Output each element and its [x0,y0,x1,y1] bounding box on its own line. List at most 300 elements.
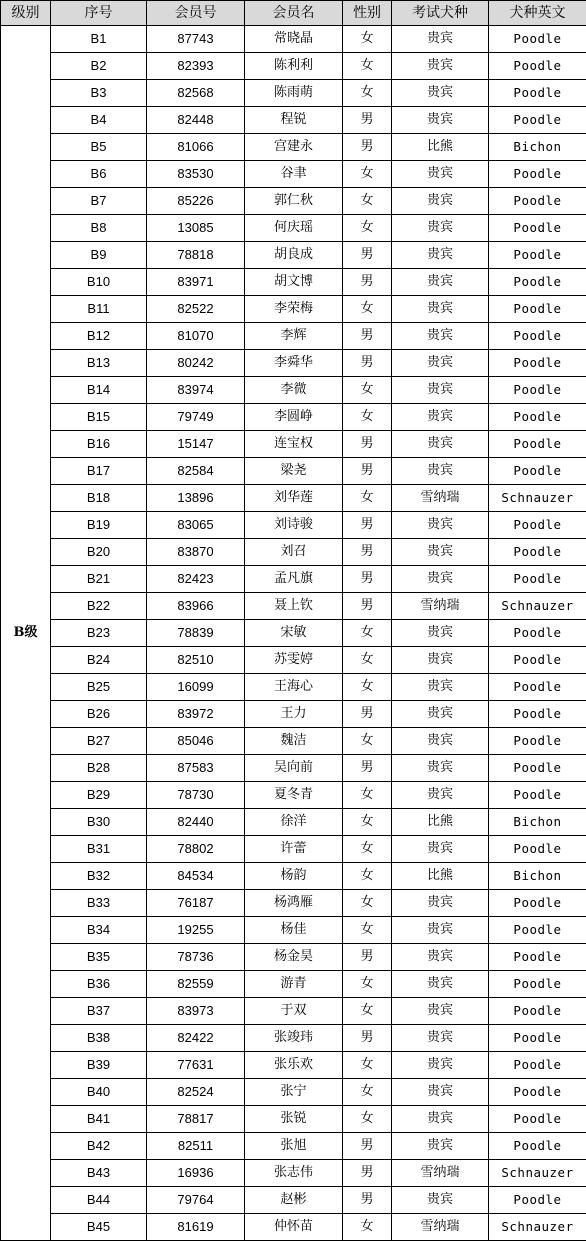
breed-english-cell: Poodle [489,215,586,242]
member-no-cell: 83974 [147,377,245,404]
breed-english-cell: Poodle [489,1133,586,1160]
member-name-cell: 李舜华 [245,350,343,377]
breed-cell: 雪纳瑞 [392,1214,489,1241]
breed-english-cell: Poodle [489,323,586,350]
breed-cell: 比熊 [392,809,489,836]
breed-cell: 贵宾 [392,242,489,269]
table-row [1,107,586,134]
breed-english-cell: Poodle [489,1187,586,1214]
breed-cell: 贵宾 [392,161,489,188]
breed-english-cell: Poodle [489,971,586,998]
seq-cell: B39 [51,1052,147,1079]
member-no-cell: 82440 [147,809,245,836]
level-cell: B级 [1,26,51,1241]
member-name-cell: 于双 [245,998,343,1025]
breed-english-cell: Poodle [489,620,586,647]
member-name-cell: 李荣梅 [245,296,343,323]
member-no-cell: 79764 [147,1187,245,1214]
member-no-cell: 85226 [147,188,245,215]
table-row [1,296,586,323]
breed-english-cell: Poodle [489,26,586,53]
member-no-cell: 82584 [147,458,245,485]
member-no-cell: 81070 [147,323,245,350]
member-name-cell: 仲怀苗 [245,1214,343,1241]
table-row [1,512,586,539]
breed-english-cell: Poodle [489,701,586,728]
member-name-cell: 刘诗骏 [245,512,343,539]
gender-cell: 女 [343,1052,392,1079]
seq-cell: B28 [51,755,147,782]
breed-cell: 贵宾 [392,1079,489,1106]
seq-cell: B11 [51,296,147,323]
member-name-cell: 郭仁秋 [245,188,343,215]
member-no-cell: 84534 [147,863,245,890]
table-row [1,971,586,998]
table-row [1,53,586,80]
breed-cell: 贵宾 [392,350,489,377]
breed-cell: 贵宾 [392,998,489,1025]
member-no-cell: 81066 [147,134,245,161]
breed-english-cell: Schnauzer [489,485,586,512]
table-row [1,1160,586,1187]
table-row [1,917,586,944]
gender-cell: 女 [343,620,392,647]
breed-cell: 贵宾 [392,755,489,782]
breed-english-cell: Poodle [489,674,586,701]
member-name-cell: 张志伟 [245,1160,343,1187]
member-no-cell: 78730 [147,782,245,809]
member-no-cell: 82448 [147,107,245,134]
breed-english-cell: Poodle [489,1052,586,1079]
gender-cell: 女 [343,377,392,404]
seq-cell: B14 [51,377,147,404]
seq-cell: B21 [51,566,147,593]
member-no-cell: 82510 [147,647,245,674]
breed-english-cell: Poodle [489,377,586,404]
seq-cell: B38 [51,1025,147,1052]
member-no-cell: 83972 [147,701,245,728]
table-row [1,755,586,782]
gender-cell: 男 [343,1187,392,1214]
table-row [1,809,586,836]
table-row [1,1079,586,1106]
member-no-cell: 83966 [147,593,245,620]
member-name-cell: 常晓晶 [245,26,343,53]
breed-english-cell: Poodle [489,782,586,809]
seq-cell: B2 [51,53,147,80]
breed-english-cell: Poodle [489,53,586,80]
seq-cell: B22 [51,593,147,620]
member-name-cell: 徐洋 [245,809,343,836]
member-name-cell: 宋敏 [245,620,343,647]
seq-cell: B27 [51,728,147,755]
breed-cell: 贵宾 [392,1133,489,1160]
table-row [1,161,586,188]
seq-cell: B37 [51,998,147,1025]
table-row [1,701,586,728]
breed-english-cell: Poodle [489,1079,586,1106]
breed-english-cell: Poodle [489,431,586,458]
breed-english-cell: Poodle [489,647,586,674]
breed-cell: 比熊 [392,134,489,161]
breed-cell: 贵宾 [392,431,489,458]
member-name-cell: 李圆峥 [245,404,343,431]
breed-cell: 雪纳瑞 [392,593,489,620]
gender-cell: 男 [343,242,392,269]
breed-english-cell: Poodle [489,458,586,485]
breed-cell: 贵宾 [392,917,489,944]
member-name-cell: 陈雨萌 [245,80,343,107]
gender-cell: 女 [343,809,392,836]
member-no-cell: 87743 [147,26,245,53]
seq-cell: B15 [51,404,147,431]
table-row [1,1106,586,1133]
seq-cell: B30 [51,809,147,836]
breed-cell: 贵宾 [392,26,489,53]
table-row [1,458,586,485]
seq-cell: B17 [51,458,147,485]
seq-cell: B9 [51,242,147,269]
member-name-cell: 杨韵 [245,863,343,890]
breed-cell: 贵宾 [392,53,489,80]
member-name-cell: 赵彬 [245,1187,343,1214]
breed-cell: 贵宾 [392,1187,489,1214]
member-no-cell: 82393 [147,53,245,80]
gender-cell: 女 [343,890,392,917]
gender-cell: 女 [343,836,392,863]
member-name-cell: 张乐欢 [245,1052,343,1079]
gender-cell: 男 [343,134,392,161]
breed-english-cell: Poodle [489,404,586,431]
breed-english-cell: Poodle [489,917,586,944]
member-no-cell: 78802 [147,836,245,863]
breed-cell: 雪纳瑞 [392,485,489,512]
breed-english-cell: Poodle [489,107,586,134]
breed-cell: 贵宾 [392,1052,489,1079]
member-no-cell: 78736 [147,944,245,971]
gender-cell: 女 [343,1079,392,1106]
breed-cell: 贵宾 [392,107,489,134]
gender-cell: 女 [343,728,392,755]
member-no-cell: 77631 [147,1052,245,1079]
breed-english-cell: Poodle [489,944,586,971]
member-no-cell: 83530 [147,161,245,188]
gender-cell: 男 [343,701,392,728]
breed-cell: 贵宾 [392,296,489,323]
member-no-cell: 15147 [147,431,245,458]
breed-english-cell: Poodle [489,296,586,323]
member-name-cell: 王力 [245,701,343,728]
member-name-cell: 张旭 [245,1133,343,1160]
breed-cell: 贵宾 [392,458,489,485]
breed-english-cell: Bichon [489,863,586,890]
breed-cell: 贵宾 [392,944,489,971]
breed-english-cell: Poodle [489,161,586,188]
member-name-cell: 聂上钦 [245,593,343,620]
gender-cell: 男 [343,458,392,485]
seq-cell: B6 [51,161,147,188]
member-no-cell: 16936 [147,1160,245,1187]
seq-cell: B1 [51,26,147,53]
header-member-name: 会员名 [245,1,343,26]
member-name-cell: 王海心 [245,674,343,701]
gender-cell: 女 [343,296,392,323]
seq-cell: B45 [51,1214,147,1241]
table-row [1,782,586,809]
breed-cell: 贵宾 [392,323,489,350]
member-no-cell: 82522 [147,296,245,323]
gender-cell: 女 [343,161,392,188]
breed-english-cell: Poodle [489,80,586,107]
breed-english-cell: Poodle [489,728,586,755]
seq-cell: B36 [51,971,147,998]
table-row [1,944,586,971]
gender-cell: 女 [343,404,392,431]
seq-cell: B20 [51,539,147,566]
table-row [1,215,586,242]
breed-english-cell: Poodle [489,350,586,377]
table-row [1,323,586,350]
member-name-cell: 张锐 [245,1106,343,1133]
breed-cell: 比熊 [392,863,489,890]
breed-english-cell: Poodle [489,566,586,593]
gender-cell: 女 [343,26,392,53]
gender-cell: 女 [343,647,392,674]
breed-cell: 贵宾 [392,674,489,701]
seq-cell: B24 [51,647,147,674]
header-level: 级别 [1,1,51,26]
member-no-cell: 82423 [147,566,245,593]
table-row [1,998,586,1025]
table-row [1,728,586,755]
member-no-cell: 82511 [147,1133,245,1160]
breed-english-cell: Poodle [489,269,586,296]
table-row [1,269,586,296]
breed-cell: 贵宾 [392,782,489,809]
gender-cell: 女 [343,674,392,701]
seq-cell: B13 [51,350,147,377]
member-name-cell: 魏洁 [245,728,343,755]
table-row [1,485,586,512]
member-no-cell: 78839 [147,620,245,647]
header-row [1,1,586,26]
breed-english-cell: Schnauzer [489,1160,586,1187]
member-name-cell: 游青 [245,971,343,998]
seq-cell: B41 [51,1106,147,1133]
table-row [1,242,586,269]
seq-cell: B26 [51,701,147,728]
breed-english-cell: Bichon [489,134,586,161]
member-name-cell: 张竣玮 [245,1025,343,1052]
table-row [1,836,586,863]
gender-cell: 女 [343,917,392,944]
table-row [1,431,586,458]
member-name-cell: 李微 [245,377,343,404]
breed-cell: 贵宾 [392,647,489,674]
seq-cell: B35 [51,944,147,971]
member-no-cell: 83971 [147,269,245,296]
member-name-cell: 胡良成 [245,242,343,269]
gender-cell: 男 [343,512,392,539]
table-row [1,188,586,215]
breed-english-cell: Poodle [489,836,586,863]
gender-cell: 男 [343,1133,392,1160]
member-no-cell: 78817 [147,1106,245,1133]
member-no-cell: 19255 [147,917,245,944]
seq-cell: B3 [51,80,147,107]
member-name-cell: 宫建永 [245,134,343,161]
breed-english-cell: Bichon [489,809,586,836]
table-row [1,1052,586,1079]
member-name-cell: 刘华莲 [245,485,343,512]
breed-english-cell: Schnauzer [489,593,586,620]
table-row [1,539,586,566]
seq-cell: B16 [51,431,147,458]
table-row [1,80,586,107]
seq-cell: B29 [51,782,147,809]
seq-cell: B33 [51,890,147,917]
seq-cell: B31 [51,836,147,863]
breed-english-cell: Poodle [489,539,586,566]
breed-cell: 贵宾 [392,728,489,755]
member-name-cell: 张宁 [245,1079,343,1106]
breed-english-cell: Poodle [489,755,586,782]
table-row [1,1214,586,1241]
table-row [1,566,586,593]
gender-cell: 女 [343,215,392,242]
seq-cell: B19 [51,512,147,539]
member-name-cell: 连宝权 [245,431,343,458]
seq-cell: B32 [51,863,147,890]
member-no-cell: 82568 [147,80,245,107]
member-no-cell: 76187 [147,890,245,917]
breed-english-cell: Schnauzer [489,1214,586,1241]
breed-cell: 雪纳瑞 [392,1160,489,1187]
table-row [1,350,586,377]
gender-cell: 女 [343,188,392,215]
header-gender: 性别 [343,1,392,26]
breed-cell: 贵宾 [392,971,489,998]
member-name-cell: 胡文博 [245,269,343,296]
member-no-cell: 78818 [147,242,245,269]
member-no-cell: 83065 [147,512,245,539]
breed-cell: 贵宾 [392,620,489,647]
breed-cell: 贵宾 [392,80,489,107]
table-row [1,863,586,890]
member-no-cell: 79749 [147,404,245,431]
seq-cell: B44 [51,1187,147,1214]
table-row [1,674,586,701]
member-name-cell: 何庆瑶 [245,215,343,242]
gender-cell: 女 [343,1214,392,1241]
gender-cell: 女 [343,863,392,890]
gender-cell: 男 [343,755,392,782]
header-seq: 序号 [51,1,147,26]
gender-cell: 男 [343,1025,392,1052]
breed-cell: 贵宾 [392,1025,489,1052]
gender-cell: 女 [343,53,392,80]
gender-cell: 男 [343,566,392,593]
seq-cell: B34 [51,917,147,944]
seq-cell: B23 [51,620,147,647]
breed-cell: 贵宾 [392,404,489,431]
breed-english-cell: Poodle [489,188,586,215]
member-name-cell: 程锐 [245,107,343,134]
member-name-cell: 吴向前 [245,755,343,782]
header-exam-breed: 考试犬种 [392,1,489,26]
seq-cell: B43 [51,1160,147,1187]
table-row [1,593,586,620]
member-name-cell: 杨鸿雁 [245,890,343,917]
member-no-cell: 83870 [147,539,245,566]
member-no-cell: 85046 [147,728,245,755]
table-row [1,134,586,161]
table-row [1,26,586,53]
seq-cell: B7 [51,188,147,215]
table-row [1,1025,586,1052]
table-row [1,377,586,404]
breed-cell: 贵宾 [392,1106,489,1133]
gender-cell: 男 [343,323,392,350]
seq-cell: B10 [51,269,147,296]
breed-cell: 贵宾 [392,215,489,242]
gender-cell: 男 [343,593,392,620]
breed-english-cell: Poodle [489,890,586,917]
breed-cell: 贵宾 [392,836,489,863]
member-no-cell: 80242 [147,350,245,377]
seq-cell: B12 [51,323,147,350]
breed-cell: 贵宾 [392,701,489,728]
member-no-cell: 82524 [147,1079,245,1106]
gender-cell: 男 [343,107,392,134]
breed-english-cell: Poodle [489,1106,586,1133]
table-row [1,1187,586,1214]
gender-cell: 女 [343,1106,392,1133]
member-no-cell: 83973 [147,998,245,1025]
breed-cell: 贵宾 [392,539,489,566]
seq-cell: B4 [51,107,147,134]
member-no-cell: 82422 [147,1025,245,1052]
member-no-cell: 13896 [147,485,245,512]
table-row [1,1133,586,1160]
member-name-cell: 刘召 [245,539,343,566]
member-name-cell: 夏冬青 [245,782,343,809]
breed-cell: 贵宾 [392,269,489,296]
seq-cell: B40 [51,1079,147,1106]
member-name-cell: 许蕾 [245,836,343,863]
breed-cell: 贵宾 [392,188,489,215]
gender-cell: 男 [343,944,392,971]
gender-cell: 男 [343,431,392,458]
breed-english-cell: Poodle [489,1025,586,1052]
table-row [1,620,586,647]
seq-cell: B18 [51,485,147,512]
seq-cell: B8 [51,215,147,242]
gender-cell: 女 [343,998,392,1025]
member-no-cell: 81619 [147,1214,245,1241]
table-row [1,890,586,917]
gender-cell: 男 [343,269,392,296]
breed-english-cell: Poodle [489,998,586,1025]
member-name-cell: 李辉 [245,323,343,350]
member-name-cell: 苏雯婷 [245,647,343,674]
gender-cell: 男 [343,539,392,566]
member-name-cell: 杨金昊 [245,944,343,971]
gender-cell: 女 [343,80,392,107]
member-no-cell: 87583 [147,755,245,782]
breed-cell: 贵宾 [392,890,489,917]
header-breed-english: 犬种英文 [489,1,586,26]
